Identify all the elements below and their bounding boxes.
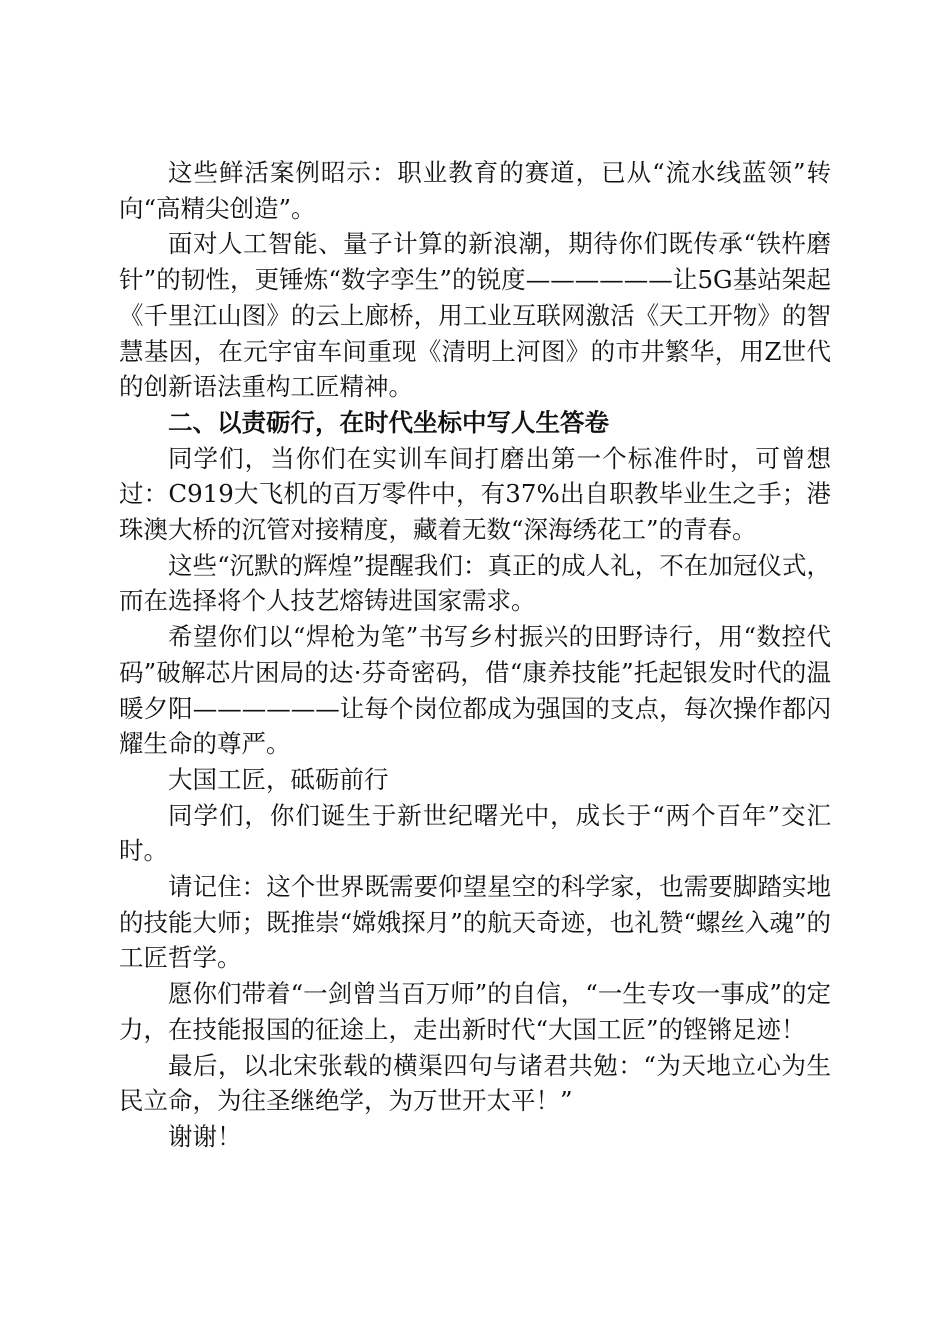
paragraph: 面对人工智能、量子计算的新浪潮，期待你们既传承“铁杵磨针”的韧性，更锤炼“数字孪生”的锐度——————让5G基站架起《千里江山图》的云上廊桥，用工业互联网激活《天工开物》的智慧基因，在元宇宙车间重现《清明上河图》的市井繁华，用Z世代的创新语法重构工匠精神。 <box>119 229 831 402</box>
paragraph: 请记住：这个世界既需要仰望星空的科学家，也需要脚踏实地的技能大师；既推崇“嫦娥探月”的航天奇迹，也礼赞“螺丝入魂”的工匠哲学。 <box>119 872 831 973</box>
closing-line: 谢谢！ <box>168 1121 242 1151</box>
document-page <box>119 155 831 1155</box>
paragraph: 同学们，当你们在实训车间打磨出第一个标准件时，可曾想过：C919大飞机的百万零件中，有37%出自职教毕业生之手；港珠澳大桥的沉管对接精度，藏着无数“深海绣花工”的青春。 <box>119 443 831 545</box>
paragraph: 这些“沉默的辉煌”提醒我们：真正的成人礼，不在加冠仪式，而在选择将个人技艺熔铸进国家需求。 <box>119 550 831 616</box>
paragraph: 同学们，你们诞生于新世纪曙光中，成长于“两个百年”交汇时。 <box>119 800 831 866</box>
paragraph: 最后，以北宋张载的横渠四句与诸君共勉：“为天地立心为生民立命，为往圣继绝学，为万世开太平！” <box>119 1050 831 1116</box>
paragraph: 这些鲜活案例昭示：职业教育的赛道，已从“流水线蓝领”转向“高精尖创造”。 <box>119 158 831 223</box>
paragraph: 愿你们带着“一剑曾当百万师”的自信，“一生专攻一事成”的定力，在技能报国的征途上，走出新时代“大国工匠”的铿锵足迹！ <box>119 979 831 1044</box>
paragraph: 希望你们以“焊枪为笔”书写乡村振兴的田野诗行，用“数控代码”破解芯片困局的达·芬奇密码，借“康养技能”托起银发时代的温暖夕阳——————让每个岗位都成为强国的支点，每次操作都闪耀生命的尊严。 <box>119 622 831 759</box>
section-heading: 二、以责砺行，在时代坐标中写人生答卷 <box>168 407 609 437</box>
paragraph: 大国工匠，砥砺前行 <box>168 764 389 794</box>
